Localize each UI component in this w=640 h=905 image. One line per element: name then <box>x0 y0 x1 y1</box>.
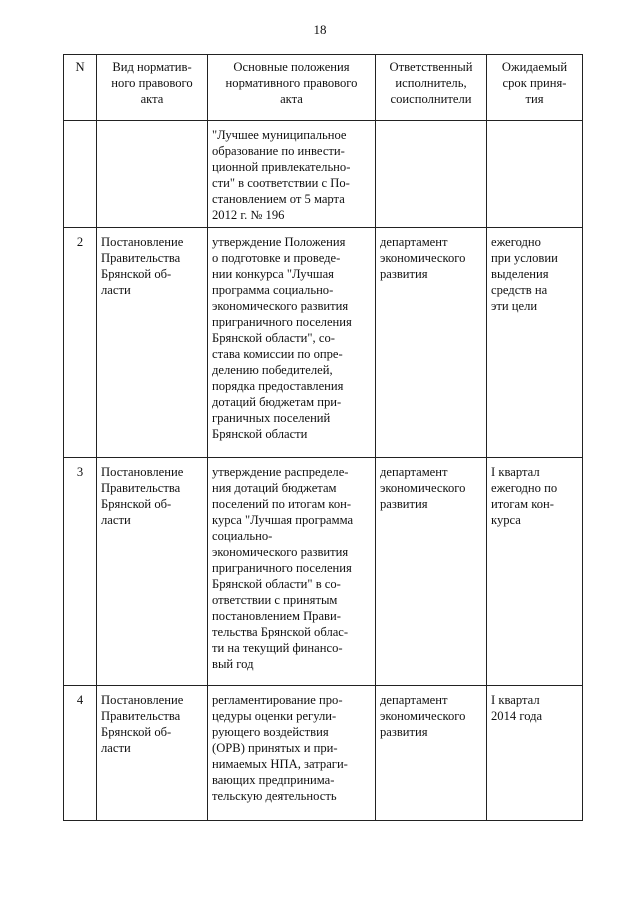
provisions-cell <box>208 121 376 228</box>
cell-text-line: делению победителей, <box>212 363 333 377</box>
cell-text-line: Брянской области", со- <box>212 331 335 345</box>
act-type-cell <box>97 458 208 686</box>
cell-text-line: Ожидаемый <box>501 60 568 74</box>
cell-text-line: Постановление <box>101 693 184 707</box>
row-number: 3 <box>64 458 97 686</box>
cell-text-line: утверждение Положения <box>212 235 346 249</box>
header-term <box>487 55 583 121</box>
cell-text-line: департамент <box>380 235 448 249</box>
cell-text-line: ного правового <box>111 76 193 90</box>
cell-text-line: Ответственный <box>389 60 473 74</box>
cell-text-line: вающих предпринима- <box>212 773 335 787</box>
cell-text-line: о подготовке и проведе- <box>212 251 341 265</box>
cell-text-line: порядка предоставления <box>212 379 344 393</box>
cell-text-line: ласти <box>101 283 131 297</box>
table-row <box>64 458 583 686</box>
cell-text-line: средств на <box>491 283 548 297</box>
cell-text-line: социально- <box>212 529 273 543</box>
cell-text-line: Брянской об- <box>101 267 172 281</box>
table-row <box>64 121 583 228</box>
cell-text-line: дотаций бюджетам при- <box>212 395 342 409</box>
cell-text-line: приграничного поселения <box>212 561 352 575</box>
cell-text-line: цедуры оценки регули- <box>212 709 337 723</box>
row-number: 4 <box>64 686 97 821</box>
cell-text-line: Постановление <box>101 465 184 479</box>
term-cell <box>487 228 583 458</box>
cell-text-line: Правительства <box>101 481 181 495</box>
cell-text-line: акта <box>280 92 303 106</box>
responsible-cell <box>376 686 487 821</box>
cell-text-line: тельскую деятельность <box>212 789 337 803</box>
cell-text-line: регламентирование про- <box>212 693 343 707</box>
cell-text-line: (ОРВ) принятых и при- <box>212 741 338 755</box>
cell-text-line: Брянской об- <box>101 497 172 511</box>
provisions-cell <box>208 458 376 686</box>
cell-text-line: тия <box>525 92 544 106</box>
cell-text-line: Брянской области" в со- <box>212 577 341 591</box>
cell-text-line: постановлением Прави- <box>212 609 341 623</box>
cell-text-line: тельства Брянской облас- <box>212 625 349 639</box>
cell-text-line: развития <box>380 267 428 281</box>
cell-text-line: вый год <box>212 657 254 671</box>
table-row <box>64 686 583 821</box>
cell-text-line: развития <box>380 725 428 739</box>
cell-text-line: ласти <box>101 741 131 755</box>
cell-text-line: программа социально- <box>212 283 334 297</box>
responsible-cell <box>376 228 487 458</box>
cell-text-line: срок приня- <box>502 76 567 90</box>
cell-text-line: курса <box>491 513 521 527</box>
cell-text-line: экономического <box>380 251 466 265</box>
act-type-cell <box>97 228 208 458</box>
cell-text-line: департамент <box>380 693 448 707</box>
cell-text-line: граничных поселений <box>212 411 331 425</box>
act-type-cell <box>97 121 208 228</box>
cell-text-line: нимаемых НПА, затраги- <box>212 757 348 771</box>
cell-text-line: I квартал <box>491 693 540 707</box>
header-responsible <box>376 55 487 121</box>
cell-text-line: Брянской области <box>212 427 308 441</box>
table-header-row <box>64 55 583 121</box>
row-number <box>64 121 97 228</box>
term-cell <box>487 121 583 228</box>
cell-text-line: ежегодно <box>491 235 541 249</box>
cell-text-line: Постановление <box>101 235 184 249</box>
provisions-cell <box>208 686 376 821</box>
cell-text-line: экономического развития <box>212 545 349 559</box>
cell-text-line: сти" в соответствии с По- <box>212 176 350 190</box>
cell-text-line: становлением от 5 марта <box>212 192 345 206</box>
header-act-type <box>97 55 208 121</box>
cell-text-line: 2014 года <box>491 709 543 723</box>
cell-text-line: става комиссии по опре- <box>212 347 343 361</box>
cell-text-line: ласти <box>101 513 131 527</box>
regulatory-acts-table <box>63 54 583 821</box>
cell-text-line: исполнитель, <box>395 76 467 90</box>
cell-text-line: экономического развития <box>212 299 349 313</box>
page-number: 18 <box>313 22 327 37</box>
cell-text-line: при условии <box>491 251 558 265</box>
cell-text-line: ти на текущий финансо- <box>212 641 343 655</box>
cell-text-line: "Лучшее муниципальное <box>212 128 347 142</box>
cell-text-line: Брянской об- <box>101 725 172 739</box>
cell-text-line: образование по инвести- <box>212 144 345 158</box>
header-number <box>64 55 97 121</box>
term-cell <box>487 686 583 821</box>
cell-text-line: акта <box>140 92 164 106</box>
cell-text-line: утверждение распределе- <box>212 465 349 479</box>
cell-text-line: N <box>75 60 85 74</box>
cell-text-line: экономического <box>380 481 466 495</box>
responsible-cell <box>376 458 487 686</box>
cell-text-line: ежегодно по <box>491 481 558 495</box>
cell-text-line: курса "Лучшая программа <box>212 513 354 527</box>
provisions-cell <box>208 228 376 458</box>
cell-text-line: рующего воздействия <box>212 725 329 739</box>
cell-text-line: департамент <box>380 465 448 479</box>
cell-text-line: эти цели <box>491 299 538 313</box>
cell-text-line: соисполнители <box>390 92 472 106</box>
responsible-cell <box>376 121 487 228</box>
cell-text-line: нормативного правового <box>225 76 358 90</box>
act-type-cell <box>97 686 208 821</box>
cell-text-line: Основные положения <box>233 60 350 74</box>
cell-text-line: Правительства <box>101 709 181 723</box>
cell-text-line: итогам кон- <box>491 497 554 511</box>
cell-text-line: приграничного поселения <box>212 315 352 329</box>
cell-text-line: экономического <box>380 709 466 723</box>
cell-text-line: I квартал <box>491 465 540 479</box>
cell-text-line: 2012 г. № 196 <box>212 208 285 222</box>
cell-text-line: выделения <box>491 267 549 281</box>
cell-text-line: ционной привлекательно- <box>212 160 351 174</box>
cell-text-line: Правительства <box>101 251 181 265</box>
cell-text-line: Вид норматив- <box>112 60 192 74</box>
term-cell <box>487 458 583 686</box>
cell-text-line: ответствии с принятым <box>212 593 338 607</box>
cell-text-line: поселений по итогам кон- <box>212 497 352 511</box>
cell-text-line: нии конкурса "Лучшая <box>212 267 334 281</box>
cell-text-line: ния дотаций бюджетам <box>212 481 337 495</box>
table-row <box>64 228 583 458</box>
cell-text-line: развития <box>380 497 428 511</box>
header-provisions <box>208 55 376 121</box>
row-number: 2 <box>64 228 97 458</box>
